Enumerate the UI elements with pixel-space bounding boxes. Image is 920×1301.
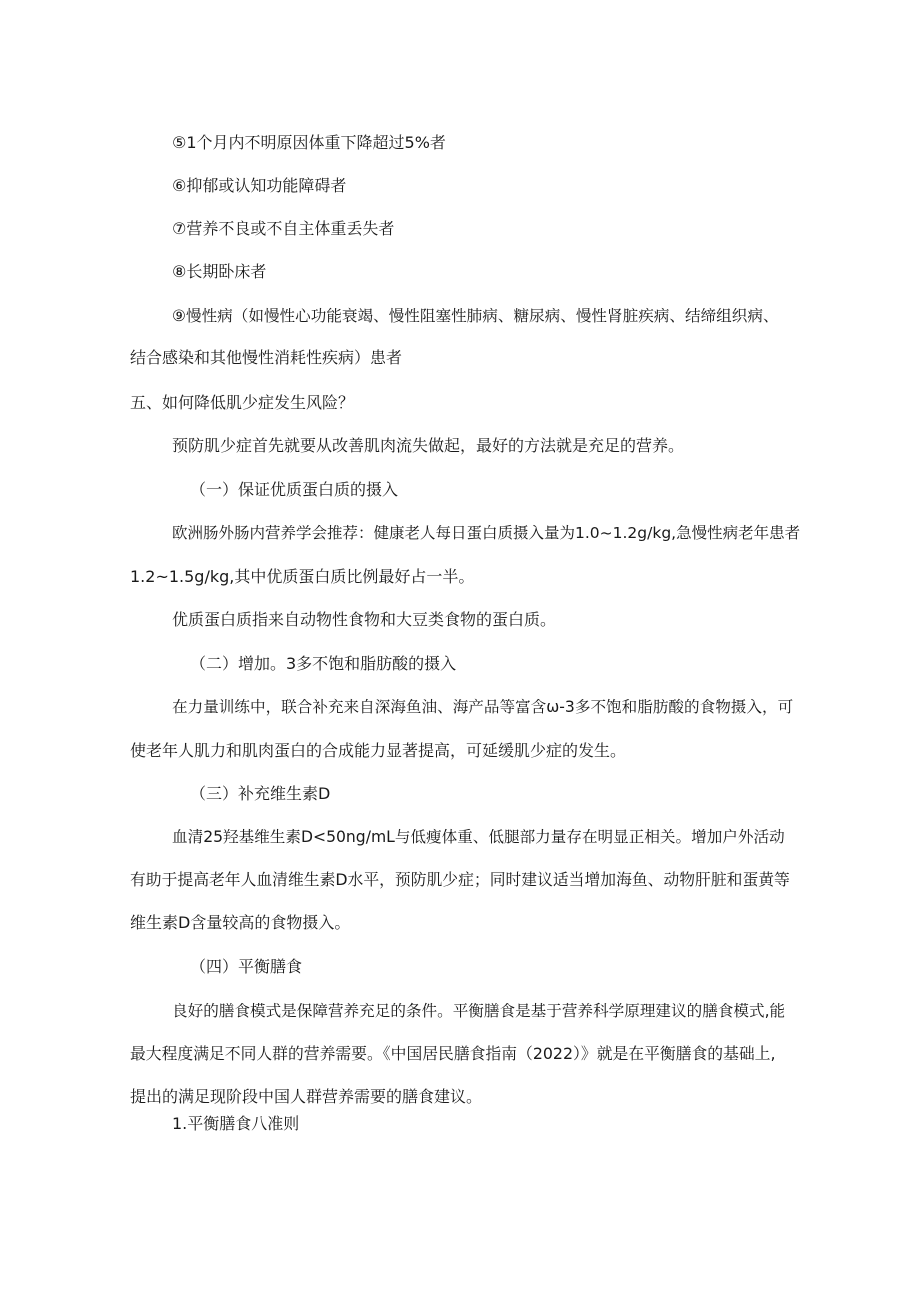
paragraph-vitamin-d-line-2: 有助于提高老年人血清维生素D水平，预防肌少症；同时建议适当增加海鱼、动物肝脏和蛋黄等 bbox=[130, 870, 790, 889]
list-item-9: ⑨慢性病（如慢性心功能衰竭、慢性阻塞性肺病、糖尿病、慢性肾脏疾病、结缔组织病、 bbox=[172, 307, 779, 325]
paragraph-diet-line-1: 良好的膳食模式是保障营养充足的条件。平衡膳食是基于营养科学原理建议的膳食模式,能 bbox=[172, 1002, 786, 1020]
list-item-8: ⑧长期卧床者 bbox=[172, 262, 267, 281]
paragraph-omega3-line-2: 使老年人肌力和肌肉蛋白的合成能力显著提高，可延缓肌少症的发生。 bbox=[130, 741, 627, 760]
list-item-9-continuation: 结合感染和其他慢性消耗性疾病）患者 bbox=[130, 348, 403, 367]
list-item-7: ⑦营养不良或不自主体重丢失者 bbox=[172, 219, 395, 238]
paragraph-vitamin-d-line-3: 维生素D含量较高的食物摄入。 bbox=[130, 913, 351, 932]
paragraph-prevention: 预防肌少症首先就要从改善肌肉流失做起，最好的方法就是充足的营养。 bbox=[172, 436, 685, 455]
paragraph-diet-line-3: 提出的满足现阶段中国人群营养需要的膳食建议。 bbox=[130, 1087, 483, 1106]
section-heading-5: 五、如何降低肌少症发生风险？ bbox=[130, 393, 355, 412]
paragraph-vitamin-d-line-1: 血清25羟基维生素D<50ng/mL与低瘦体重、低腿部力量存在明显正相关。增加户外活动 bbox=[172, 828, 785, 846]
paragraph-diet-line-2: 最大程度满足不同人群的营养需要。《中国居民膳食指南（2022）》就是在平衡膳食的基础上, bbox=[130, 1044, 776, 1063]
paragraph-quality-protein: 优质蛋白质指来自动物性食物和大豆类食物的蛋白质。 bbox=[172, 610, 557, 629]
subheading-1: （一）保证优质蛋白质的摄入 bbox=[190, 480, 399, 499]
list-item-5: ⑤1个月内不明原因体重下降超过5%者 bbox=[172, 133, 446, 152]
subheading-4: （四）平衡膳食 bbox=[190, 957, 303, 976]
list-item-6: ⑥抑郁或认知功能障碍者 bbox=[172, 176, 347, 195]
paragraph-protein-line-1: 欧洲肠外肠内营养学会推荐：健康老人每日蛋白质摄入量为1.0~1.2g/kg,急慢性病老年患者 bbox=[172, 524, 801, 542]
paragraph-omega3-line-1: 在力量训练中，联合补充来自深海鱼油、海产品等富含ω-3多不饱和脂肪酸的食物摄入，可 bbox=[172, 698, 794, 716]
subheading-3: （三）补充维生素D bbox=[190, 784, 331, 803]
numbered-heading-1: 1.平衡膳食八准则 bbox=[172, 1114, 300, 1133]
paragraph-protein-line-2: 1.2~1.5g/kg,其中优质蛋白质比例最好占一半。 bbox=[130, 567, 475, 586]
subheading-2: （二）增加。3多不饱和脂肪酸的摄入 bbox=[190, 654, 457, 673]
